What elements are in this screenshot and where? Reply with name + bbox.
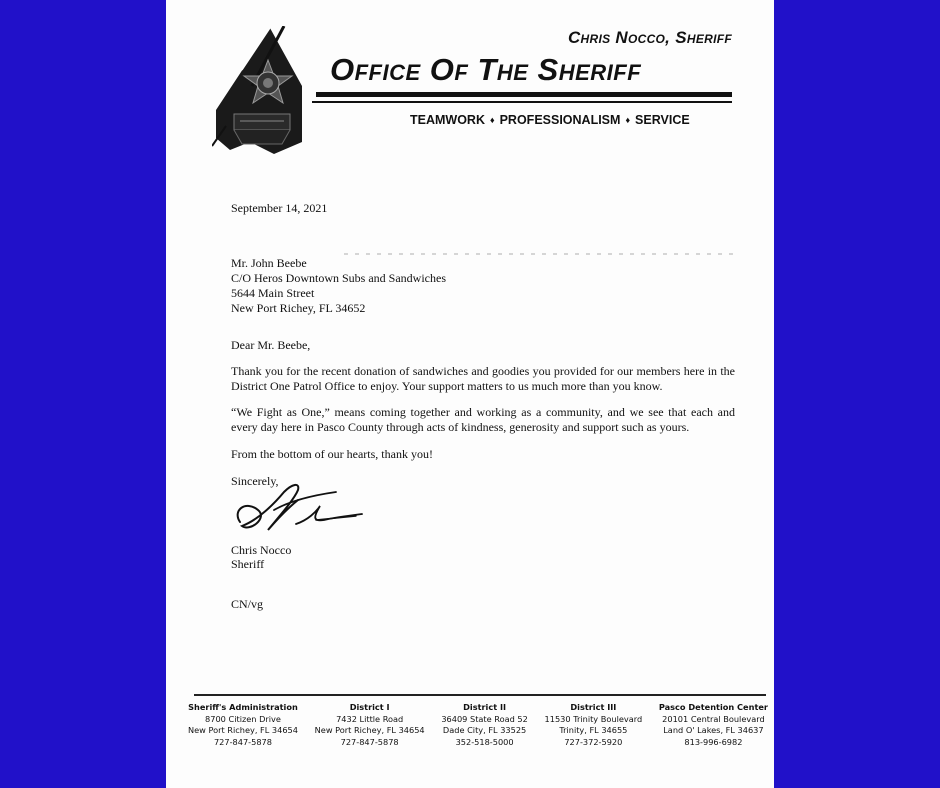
office-street: 7432 Little Road [336, 713, 404, 724]
office-city: Dade City, FL 33525 [442, 725, 527, 735]
letter-date: September 14, 2021 [231, 201, 328, 215]
office-phone: 727-372-5920 [564, 736, 623, 747]
closing: Sincerely, [231, 474, 279, 488]
office-title: Office Of The Sheriff [330, 52, 642, 87]
sheriff-badge-logo [212, 26, 322, 154]
diamond-separator-icon: ♦ [625, 115, 631, 125]
recipient-line: C/O Heros Downtown Subs and Sandwiches [231, 271, 446, 285]
signer-block [231, 543, 291, 571]
office-name: District III [570, 702, 617, 712]
footer-office [545, 702, 643, 748]
office-city: New Port Richey, FL 34654 [188, 725, 298, 735]
motto [410, 113, 690, 127]
office-city: Trinity, FL 34655 [559, 725, 628, 735]
office-street: 8700 Citizen Drive [205, 713, 281, 724]
office-street: 36409 State Road 52 [441, 713, 528, 724]
signer-title: Sheriff [231, 557, 265, 571]
office-name: Sheriff's Administration [188, 702, 298, 712]
office-name: District II [463, 702, 507, 712]
footer-addresses [188, 702, 768, 748]
recipient-line: New Port Richey, FL 34652 [231, 301, 366, 315]
footer-rule [194, 694, 766, 696]
diamond-separator-icon: ♦ [490, 115, 495, 125]
office-phone: 727-847-5878 [340, 736, 399, 747]
sheriff-name-header: Chris Nocco, Sheriff [567, 28, 732, 47]
recipient-line: Mr. John Beebe [231, 256, 307, 270]
footer-office [441, 702, 528, 748]
office-phone: 727-847-5878 [213, 736, 272, 747]
scan-artifact-line [344, 253, 740, 255]
office-city: New Port Richey, FL 34654 [314, 725, 425, 735]
footer-office [188, 702, 298, 748]
recipient-line: 5644 Main Street [231, 286, 315, 300]
reference-initials: CN/vg [231, 597, 264, 611]
letter-page [166, 0, 774, 788]
office-street: 11530 Trinity Boulevard [544, 713, 643, 724]
office-street: 20101 Central Boulevard [662, 713, 765, 724]
motto-service: SERVICE [635, 113, 690, 127]
office-name: District I [349, 702, 390, 712]
signer-name: Chris Nocco [231, 543, 292, 557]
motto-professionalism: PROFESSIONALISM [499, 113, 621, 127]
recipient-address [231, 256, 446, 316]
body-paragraph: From the bottom of our hearts, thank you! [231, 447, 433, 461]
office-phone: 813-996-6982 [684, 736, 743, 747]
body-paragraph: “We Fight as One,” means coming together and working as a community, and we see that each and every day here in Pasco County through acts of kindness, generosity and support such as yours. [231, 405, 735, 434]
motto-teamwork: TEAMWORK [410, 113, 485, 127]
header-rule-thick [316, 92, 732, 97]
footer-office [315, 702, 425, 748]
office-name: Pasco Detention Center [658, 702, 768, 712]
footer-office [659, 702, 768, 748]
office-city: Land O' Lakes, FL 34637 [663, 725, 764, 735]
body-paragraph: Thank you for the recent donation of sandwiches and goodies you provided for our members here in the District One Patrol Office to enjoy. Your support matters to us much more than you know. [231, 364, 735, 393]
office-phone: 352-518-5000 [455, 736, 514, 747]
handwritten-signature [228, 480, 368, 542]
salutation: Dear Mr. Beebe, [231, 338, 311, 352]
header-rule-thin [312, 101, 732, 103]
